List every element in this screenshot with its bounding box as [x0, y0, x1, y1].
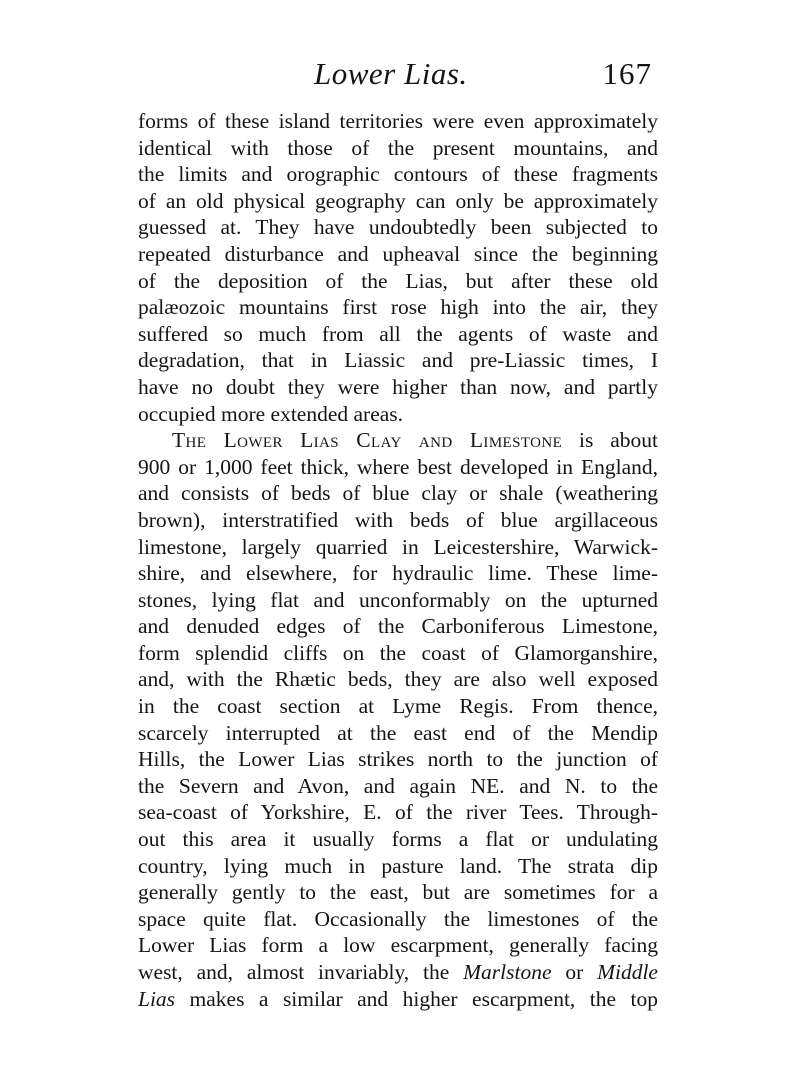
text-line: scarcely interrupted at the east end of the Mendip: [138, 720, 658, 745]
text-line: generally gently to the east, but are sometimes for a: [138, 880, 658, 905]
page-number: 167: [602, 56, 652, 91]
text-line: out this area it usually forms a flat or undulating: [138, 827, 658, 852]
text-line: [138, 427, 658, 454]
text-line: the limits and orographic contours of these fragments: [138, 162, 658, 187]
running-title: Lower Lias.: [314, 56, 468, 91]
text-fragment: makes a similar and higher escarpment, the top: [175, 986, 658, 1011]
text-line: shire, and elsewhere, for hydraulic lime. These lime-: [138, 561, 658, 586]
text-line: of the deposition of the Lias, but after these old: [138, 268, 658, 293]
text-line: [138, 986, 658, 1013]
text-line: stones, lying flat and unconformably on the upturned: [138, 587, 658, 612]
text-line: forms of these island territories were even approximately: [138, 109, 658, 133]
text-line: form splendid cliffs on the coast of Glamorganshire,: [138, 640, 658, 665]
text-line: and, with the Rhætic beds, they are also well exposed: [138, 667, 658, 692]
body-text: [138, 108, 658, 1012]
text-line: in the coast section at Lyme Regis. From thence,: [138, 694, 658, 719]
text-line: 900 or 1,000 feet thick, where best developed in England,: [138, 454, 658, 479]
text-line: [138, 959, 658, 986]
text-line: Lower Lias form a low escarpment, generally facing: [138, 933, 658, 958]
text-line: and consists of beds of blue clay or shale (weathering: [138, 481, 658, 506]
text-line: country, lying much in pasture land. The strata dip: [138, 853, 658, 878]
paragraph-2: [138, 427, 658, 1012]
text-line: of an old physical geography can only be approximately: [138, 188, 658, 213]
text-line: space quite flat. Occasionally the limestones of the: [138, 906, 658, 931]
running-head: [138, 56, 658, 96]
text-line: suffered so much from all the agents of waste and: [138, 321, 658, 346]
text-fragment: or: [551, 960, 598, 984]
text-line: brown), interstratified with beds of blue argillaceous: [138, 507, 658, 532]
paragraph-1: [138, 108, 658, 427]
text-line: degradation, that in Liassic and pre-Liassic times, I: [138, 348, 658, 373]
italic-term-marlstone: Marlstone: [463, 960, 552, 984]
text-line: repeated disturbance and upheaval since the beginning: [138, 241, 658, 266]
text-line: limestone, largely quarried in Leicestershire, Warwick-: [138, 534, 658, 559]
text-line: have no doubt they were higher than now, and partly: [138, 374, 658, 399]
text-line: guessed at. They have undoubtedly been subjected to: [138, 215, 658, 240]
text-line: occupied more extended areas.: [138, 401, 404, 426]
text-line: and denuded edges of the Carboniferous Limestone,: [138, 614, 658, 639]
text-line: the Severn and Avon, and again NE. and N. to the: [138, 773, 658, 798]
italic-term-middle: Middle: [597, 960, 658, 984]
italic-term-lias: Lias: [138, 986, 176, 1011]
text-line: sea-coast of Yorkshire, E. of the river Tees. Through-: [138, 800, 658, 825]
text-line: identical with those of the present mountains, and: [138, 135, 658, 160]
section-heading: The Lower Lias Clay and Limestone: [172, 428, 563, 453]
text-line: Hills, the Lower Lias strikes north to the junction of: [138, 747, 658, 772]
text-fragment: west, and, almost invariably, the: [138, 960, 464, 984]
text-fragment: is about: [562, 428, 659, 453]
text-line: palæozoic mountains first rose high into the air, they: [138, 295, 658, 320]
